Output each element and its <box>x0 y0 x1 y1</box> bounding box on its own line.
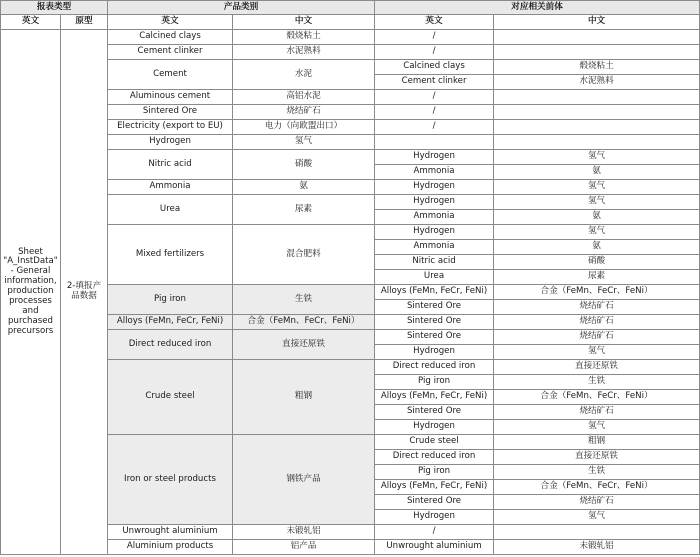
precursor-en <box>375 135 494 150</box>
precursor-zh <box>494 30 700 45</box>
precursor-en: / <box>375 105 494 120</box>
product-zh: 氢气 <box>233 135 375 150</box>
product-zh: 粗钢 <box>233 360 375 435</box>
precursor-en: / <box>375 30 494 45</box>
precursor-zh: 合金（FeMn、FeCr、FeNi） <box>494 480 700 495</box>
precursor-zh: 煅烧粘土 <box>494 60 700 75</box>
precursor-zh: 氢气 <box>494 510 700 525</box>
precursor-zh: 直接还原铁 <box>494 450 700 465</box>
precursor-en: Hydrogen <box>375 150 494 165</box>
precursor-zh: 氢气 <box>494 180 700 195</box>
precursor-en: Ammonia <box>375 210 494 225</box>
precursor-en: Urea <box>375 270 494 285</box>
product-en: Pig iron <box>108 285 233 315</box>
precursor-zh <box>494 120 700 135</box>
precursor-en: Nitric acid <box>375 255 494 270</box>
precursor-en: Calcined clays <box>375 60 494 75</box>
precursor-en: / <box>375 90 494 105</box>
precursor-zh: 烧结矿石 <box>494 315 700 330</box>
precursor-zh: 硝酸 <box>494 255 700 270</box>
precursor-zh: 尿素 <box>494 270 700 285</box>
precursor-zh: 氢气 <box>494 195 700 210</box>
product-en: Urea <box>108 195 233 225</box>
precursor-en: Hydrogen <box>375 420 494 435</box>
header-report-type: 报表类型 <box>1 1 108 15</box>
precursor-zh: 烧结矿石 <box>494 495 700 510</box>
precursor-zh: 生铁 <box>494 375 700 390</box>
product-en: Sintered Ore <box>108 105 233 120</box>
product-en: Electricity (export to EU) <box>108 120 233 135</box>
precursor-zh <box>494 90 700 105</box>
product-zh: 生铁 <box>233 285 375 315</box>
product-en: Alloys (FeMn, FeCr, FeNi) <box>108 315 233 330</box>
product-en: Unwrought aluminium <box>108 525 233 540</box>
product-en: Cement <box>108 60 233 90</box>
sheet-label-cell: Sheet "A_InstData" - General information, production processes and purchased precursors <box>1 30 61 555</box>
precursor-zh: 烧结矿石 <box>494 300 700 315</box>
precursor-en: Hydrogen <box>375 225 494 240</box>
product-en: Aluminium products <box>108 540 233 555</box>
precursor-en: Direct reduced iron <box>375 450 494 465</box>
precursor-en: Sintered Ore <box>375 315 494 330</box>
precursor-zh: 氨 <box>494 165 700 180</box>
header-product-category: 产品类别 <box>108 1 375 15</box>
precursor-zh <box>494 135 700 150</box>
precursor-en: / <box>375 525 494 540</box>
product-zh: 电力（向欧盟出口） <box>233 120 375 135</box>
precursor-en: Hydrogen <box>375 510 494 525</box>
product-en: Calcined clays <box>108 30 233 45</box>
product-en: Crude steel <box>108 360 233 435</box>
table-row <box>1 30 700 45</box>
precursor-zh: 未锻轧铝 <box>494 540 700 555</box>
precursor-en: Unwrought aluminium <box>375 540 494 555</box>
product-en: Nitric acid <box>108 150 233 180</box>
product-en: Direct reduced iron <box>108 330 233 360</box>
product-zh: 烧结矿石 <box>233 105 375 120</box>
precursor-zh: 氢气 <box>494 345 700 360</box>
precursor-zh: 水泥熟料 <box>494 75 700 90</box>
precursor-en: Sintered Ore <box>375 495 494 510</box>
subheader-prototype: 原型 <box>61 15 108 30</box>
precursor-en: Sintered Ore <box>375 405 494 420</box>
precursor-zh: 直接还原铁 <box>494 360 700 375</box>
prototype-cell: 2-填报产品数据 <box>61 30 108 555</box>
subheader-precursor-zh: 中文 <box>494 15 700 30</box>
product-zh: 直接还原铁 <box>233 330 375 360</box>
precursor-zh: 氢气 <box>494 420 700 435</box>
precursor-en: / <box>375 120 494 135</box>
product-en: Iron or steel products <box>108 435 233 525</box>
product-zh: 硝酸 <box>233 150 375 180</box>
product-zh: 水泥 <box>233 60 375 90</box>
product-zh: 混合肥料 <box>233 225 375 285</box>
precursor-en: Pig iron <box>375 375 494 390</box>
precursor-en: Sintered Ore <box>375 330 494 345</box>
product-en: Cement clinker <box>108 45 233 60</box>
precursor-en: Sintered Ore <box>375 300 494 315</box>
precursor-zh <box>494 525 700 540</box>
precursor-en: Hydrogen <box>375 345 494 360</box>
precursor-en: Ammonia <box>375 165 494 180</box>
header-precursors: 对应相关前体 <box>375 1 700 15</box>
product-zh: 合金（FeMn、FeCr、FeNi） <box>233 315 375 330</box>
subheader-product-en: 英文 <box>108 15 233 30</box>
precursor-en: Alloys (FeMn, FeCr, FeNi) <box>375 285 494 300</box>
subheader-report-en: 英文 <box>1 15 61 30</box>
precursor-zh: 氢气 <box>494 225 700 240</box>
precursor-zh: 合金（FeMn、FeCr、FeNi） <box>494 390 700 405</box>
precursor-zh: 氨 <box>494 210 700 225</box>
product-zh: 高铝水泥 <box>233 90 375 105</box>
precursor-en: Ammonia <box>375 240 494 255</box>
product-zh: 水泥熟料 <box>233 45 375 60</box>
product-en: Mixed fertilizers <box>108 225 233 285</box>
precursor-zh: 烧结矿石 <box>494 330 700 345</box>
precursor-en: / <box>375 45 494 60</box>
product-en: Aluminous cement <box>108 90 233 105</box>
product-en: Hydrogen <box>108 135 233 150</box>
precursor-zh: 合金（FeMn、FeCr、FeNi） <box>494 285 700 300</box>
precursor-zh: 氨 <box>494 240 700 255</box>
precursor-zh <box>494 105 700 120</box>
precursor-zh: 烧结矿石 <box>494 405 700 420</box>
product-zh: 钢铁产品 <box>233 435 375 525</box>
subheader-precursor-en: 英文 <box>375 15 494 30</box>
product-zh: 铝产品 <box>233 540 375 555</box>
product-zh: 氨 <box>233 180 375 195</box>
product-en: Ammonia <box>108 180 233 195</box>
product-zh: 未锻轧铝 <box>233 525 375 540</box>
precursor-en: Hydrogen <box>375 195 494 210</box>
precursor-en: Crude steel <box>375 435 494 450</box>
precursor-en: Pig iron <box>375 465 494 480</box>
precursor-en: Cement clinker <box>375 75 494 90</box>
precursor-en: Alloys (FeMn, FeCr, FeNi) <box>375 390 494 405</box>
precursor-zh: 粗钢 <box>494 435 700 450</box>
product-zh: 煅烧粘土 <box>233 30 375 45</box>
precursor-en: Direct reduced iron <box>375 360 494 375</box>
precursor-en: Alloys (FeMn, FeCr, FeNi) <box>375 480 494 495</box>
precursor-zh: 氢气 <box>494 150 700 165</box>
subheader-product-zh: 中文 <box>233 15 375 30</box>
precursor-zh <box>494 45 700 60</box>
precursor-zh: 生铁 <box>494 465 700 480</box>
precursor-en: Hydrogen <box>375 180 494 195</box>
product-zh: 尿素 <box>233 195 375 225</box>
